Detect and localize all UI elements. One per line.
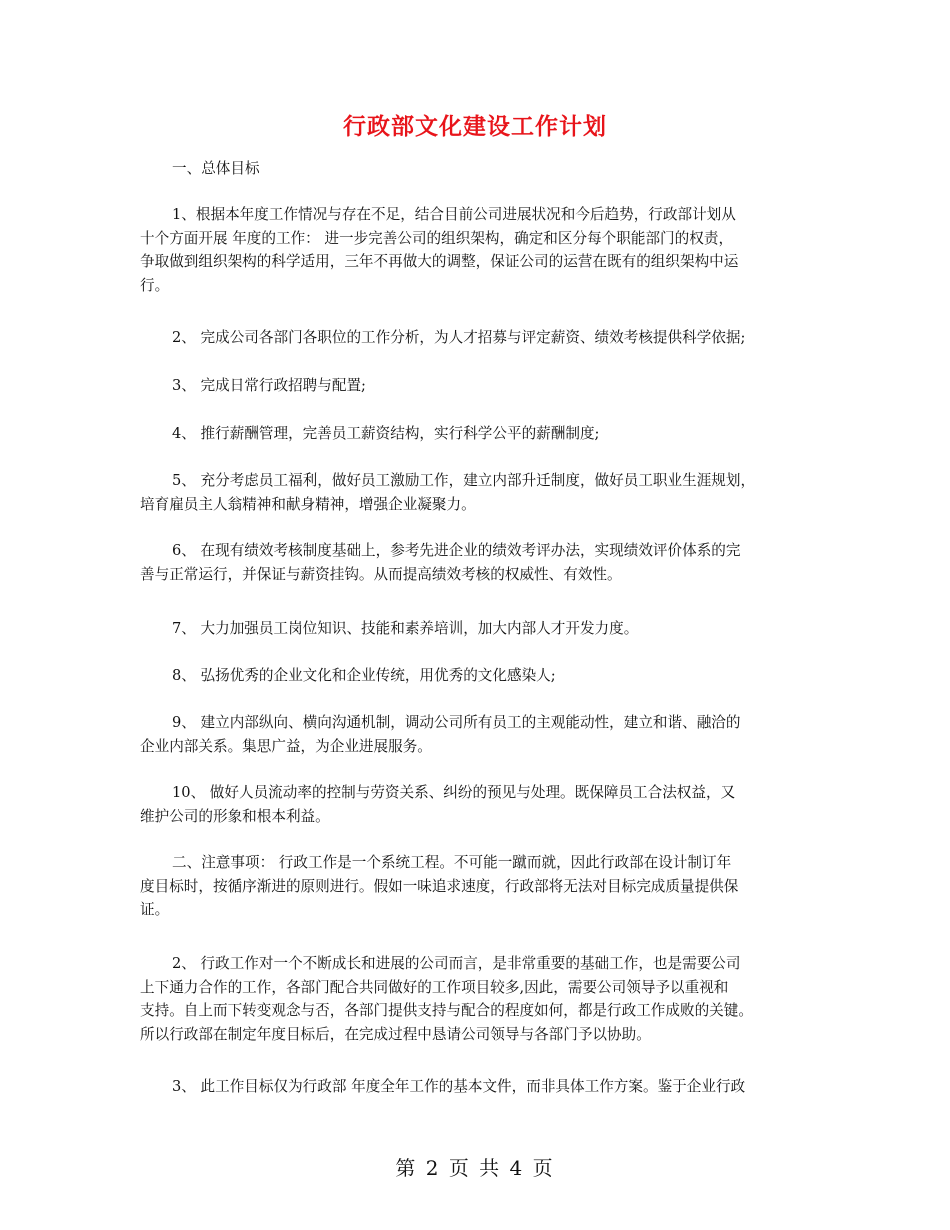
paragraph	[140, 469, 810, 516]
paragraph-line: 10、 做好人员流动率的控制与劳资关系、纠纷的预见与处理。既保障员工合法权益，又	[172, 784, 736, 801]
document-title: 行政部文化建设工作计划	[343, 114, 607, 140]
paragraph-line: 培育雇员主人翁精神和献身精神，增强企业凝聚力。	[140, 495, 476, 513]
paragraph	[140, 952, 810, 1046]
paragraph-line: 维护公司的形象和根本利益。	[140, 807, 330, 825]
paragraph-line: 3、 此工作目标仅为行政部 年度全年工作的基本文件，而非具体工作方案。鉴于企业行政	[172, 1078, 746, 1095]
paragraph	[140, 664, 810, 688]
paragraph-line: 5、 充分考虑员工福利，做好员工激励工作，建立内部升迁制度，做好员工职业生涯规划，	[172, 472, 756, 489]
paragraph-line: 2、 行政工作对一个不断成长和进展的公司而言，是非常重要的基础工作，也是需要公司	[172, 955, 741, 972]
paragraph-line: 所以行政部在制定年度目标后，在完成过程中恳请公司领导与各部门予以协助。	[140, 1025, 651, 1043]
paragraph	[140, 203, 810, 297]
paragraph-line: 一、总体目标	[172, 160, 260, 177]
paragraph	[140, 374, 810, 398]
paragraph-line: 证。	[140, 901, 170, 918]
paragraph-line: 争取做到组织架构的科学适用，三年不再做大的调整，保证公司的运营在既有的组织架构中运	[140, 253, 739, 270]
paragraph-line: 上下通力合作的工作，各部门配合共同做好的工作项目较多,因此，需要公司领导予以重视和	[140, 978, 729, 996]
paragraph-line: 支持。自上而下转变观念与否，各部门提供支持与配合的程度如何，都是行政工作成败的关键。	[140, 1002, 753, 1019]
paragraph	[140, 781, 810, 828]
paragraph-line: 二、注意事项： 行政工作是一个系统工程。不可能一蹴而就，因此行政部在设计制订年	[172, 854, 732, 871]
paragraph	[140, 422, 810, 446]
paragraph	[140, 539, 810, 586]
paragraph	[140, 157, 810, 181]
paragraph-line: 4、 推行薪酬管理，完善员工薪资结构，实行科学公平的薪酬制度;	[172, 425, 600, 442]
paragraph-line: 企业内部关系。集思广益，为企业进展服务。	[140, 737, 432, 755]
paragraph-line: 善与正常运行，并保证与薪资挂钩。从而提高绩效考核的权威性、有效性。	[140, 565, 622, 583]
paragraph	[140, 711, 810, 758]
paragraph-line: 3、 完成日常行政招聘与配置;	[172, 377, 366, 394]
paragraph-line: 9、 建立内部纵向、横向沟通机制，调动公司所有员工的主观能动性，建立和谐、融洽的	[172, 714, 741, 731]
paragraph-line: 2、 完成公司各部门各职位的工作分析，为人才招募与评定薪资、绩效考核提供科学依据;	[172, 329, 746, 346]
paragraph-line: 8、 弘扬优秀的企业文化和企业传统，用优秀的文化感染人;	[172, 667, 556, 684]
paragraph-line: 十个方面开展 年度的工作： 进一步完善公司的组织架构，确定和区分每个职能部门的权责，	[140, 229, 734, 247]
paragraph	[140, 1075, 810, 1099]
paragraph-line: 7、 大力加强员工岗位知识、技能和素养培训，加大内部人才开发力度。	[172, 620, 639, 637]
paragraph	[140, 326, 810, 350]
paragraph-line: 1、根据本年度工作情况与存在不足，结合目前公司进展状况和今后趋势，行政部计划从	[172, 206, 736, 223]
paragraph-line: 6、 在现有绩效考核制度基础上，参考先进企业的绩效考评办法，实现绩效评价体系的完	[172, 542, 741, 559]
paragraph	[140, 617, 810, 641]
page-footer: 第 2 页 共 4 页	[395, 1156, 555, 1180]
paragraph	[140, 851, 810, 922]
paragraph-line: 度目标时，按循序渐进的原则进行。假如一味追求速度，行政部将无法对目标完成质量提供保	[140, 877, 739, 895]
paragraph-line: 行。	[140, 276, 170, 294]
